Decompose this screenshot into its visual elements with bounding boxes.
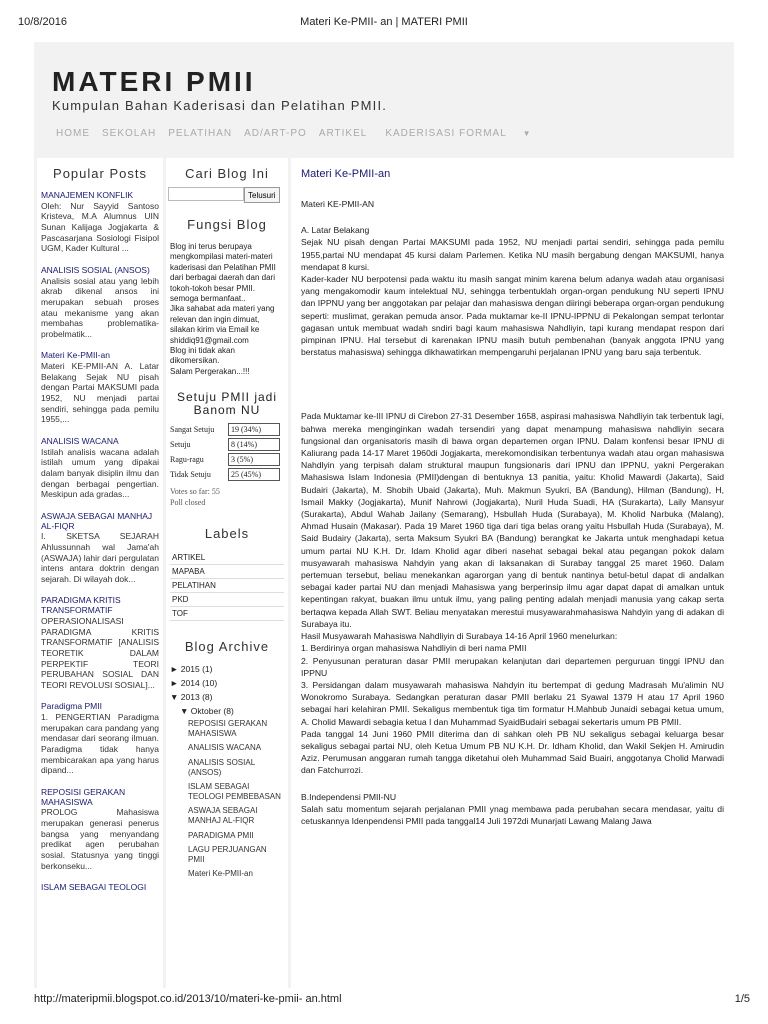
popular-post bbox=[37, 191, 163, 254]
post-body bbox=[301, 198, 724, 827]
labels-title: Labels bbox=[204, 526, 250, 542]
print-page-title: Materi Ke-PMII- an | MATERI PMII bbox=[300, 16, 468, 28]
fungsi-blog-body: Blog ini terus berupaya mengkompilasi materi-materi kaderisasi dan Pelatihan PMII dari berbagai daerah dan dari tokoh-tokoh besar PMII. semoga bermanfaat.. Jika sahabat ada materi yang relevan dan ingin dimuat, silakan kirim via Email ke shiddiq91@gmail.com Blog ini tidak akan dikomersikan. Salam Pergerakan...!!! bbox=[170, 242, 276, 376]
label-link[interactable]: PELATIHAN bbox=[170, 579, 284, 593]
post-paragraph: Pada Muktamar ke-III IPNU di Cirebon 27-31 Desember 1658, aspirasi mahasiswa Nahdliyin tak terbentuk lagi, bahwa mereka menginginkan wadah tersendiri yang dapat menampung mahasiswa nahdliyin secara fungsional dan organisatoris masih di bawa organ departemen organ IPNU. Dalam konfensi besar IPNU di Kaliurang pada 14-17 Maret 1960di Jogjakarta, merekomondisikan terbentunya wadah atau organ mahasiswa Nahdlyin yang terpisah dalam struktural maupun fungsionaris dari IPNU dan IPPNU, yakni Pergerakan Mahasiswa Islam Indonesia (PMII)dengan di bentuknya 13 panitia, yaitu: Kholid Mawardi (Jakarta), Said Budairi (Jakarta), M. Shobih Ubaid (Jakarta), Muh. Makmun Syukri, BA (Bandung), Hilman (Bandung), H, Ismail Makky (Jogjakarta), Munif Nahrowi (Jogjakarta), Nuril Huda Suadi, HA (Surakarta), Laily Mansyur (Surakarta), Abdul Wahab Jailany (Semarang), Hsbullah Huda (Surabaya), M. Kholid Narbuka (Malang), Ahmad Husain (Makasar). Pada 19 Maret 1960 tiga dari tiga belas orang yaitu Hsbullah Huda (Surabaya), M. Said Budairy (Jakarta), serta Maksum Syukri BA (Bandung) berangkat ke Jakarta untuk menghadapi ketua umum partai NU K.H. Dr. Idam Kholid agar diberi nasehat sebagai bekal atau pegangan pokok dalam musyawarah mahasiswa Nahdyin yang akan di laksanakan di Surabay tanggal 25 maret 1960. Dalam pertemuan tersebut, beliau menekankan agarorgan yang di bentuk nantinya betul-betul dapat di andalkan sebagai kader partai NU dan menjadi Mahasiswa yang berperinsip ilmu agar dapat dapat di amalkan untuk kepentingan rakyat, buakan ilmu untuk ilmu, yang paling penting adalah menjadi manusia yang cakap serta bertaqwa kepada Allah SWT. Beliau menyatakan merestui musyawarahmahasiswa Nahdyin yang di adakan di Surabaya itu. bbox=[301, 411, 724, 629]
archive-month-label: Oktober bbox=[190, 706, 222, 717]
popular-post-link[interactable]: REPOSISI GERAKAN MAHASISWA bbox=[41, 786, 126, 807]
post-heading: B.Independensi PMII-NU bbox=[301, 791, 397, 802]
archive-post-link[interactable]: ANALISIS WACANA bbox=[188, 743, 262, 753]
nav-artikel[interactable]: ARTIKEL bbox=[318, 128, 368, 139]
poll-title: Setuju PMII jadi Banom NU bbox=[176, 390, 278, 418]
post-paragraph: Sejak NU pisah dengan Partai MAKSUMI pada 1952, NU menjadi partai sendiri, sehingga pada pemilu 1955,partai NU mendapat 45 kursi dalam Parlemen. Ketika NU masih bergabung dengan MAKSUMI, hanya mendapat 8 kursi. bbox=[301, 237, 724, 272]
popular-post-link[interactable]: MANAJEMEN KONFLIK bbox=[41, 190, 134, 200]
poll-option bbox=[166, 453, 288, 466]
post-list-item: 2. Penyusunan peraturan dasar PMII merupakan kelanjutan dari departemen perguruan tinggi IPNU dan IPPNU bbox=[301, 655, 724, 678]
popular-post bbox=[37, 788, 163, 871]
print-page-number: 1/5 bbox=[734, 993, 750, 1005]
archive-post-link[interactable]: ANALISIS SOSIAL (ANSOS) bbox=[188, 758, 255, 777]
top-nav bbox=[50, 128, 543, 139]
blog-description: Kumpulan Bahan Kaderisasi dan Pelatihan PMII. bbox=[52, 98, 388, 113]
post-list-item: 3. Persidangan dalam musyawarah mahasiswa Nahdyin itu bertempat di gedung Madrasah Mu'alimin NU Wonokromo Surabaya. Sedangkan peraturan dasar PMII berlaku 21 Syawal 1379 H atau 17 April 1960 sebagai hari kelahiran PMII. Sekaligus membentuk tiga tim formatur H.Mahbub Junaidi sebagai ketua umum, A. Cholid Mawardi sebagia ketua I dan Muhammad SyaidBudairi sebagai sekertaris umum PB PMII. bbox=[301, 679, 724, 727]
popular-post bbox=[37, 437, 163, 500]
poll-option-label: Setuju bbox=[170, 440, 191, 450]
popular-post-link[interactable]: ANALISIS SOSIAL (ANSOS) bbox=[41, 264, 150, 275]
chevron-down-icon: ▼ bbox=[522, 129, 532, 138]
search-widget-title: Cari Blog Ini bbox=[185, 166, 269, 181]
popular-post-snippet: Analisis sosial atau yang lebih akrab dikenal ansos ini merupakan sebuah proses atau mekanisme yang akan membahas problematika-probelmatik... bbox=[41, 275, 159, 339]
archive-post-link[interactable]: PARADIGMA PMII bbox=[188, 830, 254, 840]
archive-count: (1) bbox=[202, 664, 213, 675]
popular-post-snippet: PROLOG Mahasiswa merupakan generasi penerus bangsa yang menyandang predikat agen perubahan sosial. Statusnya yang tinggi berkonseku... bbox=[41, 807, 159, 871]
poll-option-label: Sangat Setuju bbox=[170, 425, 215, 435]
popular-post bbox=[37, 351, 163, 425]
post-paragraph: Salah satu momentum sejarah perjalanan PMII ynag membawa pada perubahan secara mendasar, yaitu di cetuskannya Idenpendensi PMII pada tanggal14 Juli 1972di Munarjati Lawang Malang Jawa bbox=[301, 803, 724, 826]
popular-post-snippet: OPERASIONALISASI PARADIGMA KRITIS TRANSFORMATIF [ANALISIS TEORETIK DALAM PERPEKTIF TEORI PERUBAHAN SOSIAL DAN TEORI REVOLUSI SOSIAL]... bbox=[41, 616, 159, 690]
popular-post-link[interactable]: ANALISIS WACANA bbox=[41, 435, 119, 446]
post-column bbox=[291, 158, 734, 988]
popular-post bbox=[37, 266, 163, 340]
poll-option bbox=[166, 468, 288, 481]
archive-month-oktober[interactable] bbox=[180, 706, 284, 716]
post-heading: A. Latar Belakang bbox=[301, 225, 370, 236]
nav-adart-po[interactable]: AD/ART-PO bbox=[244, 128, 307, 139]
poll-option bbox=[166, 423, 288, 436]
popular-post bbox=[37, 512, 163, 585]
search-input[interactable] bbox=[168, 187, 244, 201]
poll-option-result: 25 (45%) bbox=[228, 468, 280, 481]
post-list-item: 1. Berdirinya organ mahasiswa Nahdliyin di beri nama PMII bbox=[301, 643, 527, 654]
archive-post-link[interactable]: Materi Ke-PMII-an bbox=[188, 869, 253, 879]
label-link[interactable]: ARTIKEL bbox=[170, 551, 284, 565]
popular-post-snippet: 1. PENGERTIAN Paradigma merupakan cara pandang yang mendasar dari seorang ilmuan. Paradigma tidak hanya membicarakan apa yang harus dipand... bbox=[41, 712, 159, 776]
archive-year-label: 2014 bbox=[180, 678, 200, 689]
print-url: http://materipmii.blogspot.co.id/2013/10/materi-ke-pmii- an.html bbox=[34, 993, 342, 1005]
popular-post-link[interactable]: ISLAM SEBAGAI TEOLOGI bbox=[41, 882, 147, 893]
middle-sidebar bbox=[166, 158, 288, 988]
popular-post bbox=[37, 702, 163, 776]
poll-option-result: 19 (34%) bbox=[228, 423, 280, 436]
popular-post-snippet: Materi KE-PMII-AN A. Latar Belakang Sejak NU pisah dengan Partai MAKSUMI pada 1952, NU menjadi partai sendiri, sehingga pada pemilu 1955,... bbox=[41, 361, 159, 425]
labels-list bbox=[170, 551, 284, 621]
archive-posts bbox=[188, 719, 284, 879]
search-form bbox=[168, 187, 286, 203]
label-link[interactable]: MAPABA bbox=[170, 565, 284, 579]
fungsi-blog-text bbox=[166, 242, 288, 377]
poll-option-label: Tidak Setuju bbox=[170, 470, 211, 480]
popular-post-link[interactable]: PARADIGMA KRITIS TRANSFORMATIF bbox=[41, 595, 121, 616]
popular-post-snippet: Oleh: Nur Sayyid Santoso Kristeva, M.A Alumnus UIN Sunan Kalijaga Jogjakarta & Pascasarjana Sosiologi Fisipol UGM, Kader Kultural ... bbox=[41, 200, 159, 254]
poll-meta bbox=[166, 487, 288, 508]
nav-sekolah[interactable]: SEKOLAH bbox=[102, 128, 157, 139]
poll-option-label: Ragu-ragu bbox=[170, 455, 204, 465]
popular-post-link[interactable]: ASWAJA SEBAGAI MANHAJ AL-FIQR bbox=[41, 510, 153, 531]
archive-title: Blog Archive bbox=[184, 639, 270, 655]
post-paragraph: Kader-kader NU berpotensi pada waktu itu masih sangat minim karena belum adanya wadah atau organisasi yang mengakomodir kaum intelektual NU, sehingga terbentuklah organ-organ pendukung NU seperti IPNU dan IPPNU yang ber anggotakan par pelajar dan mahasiswa dengan diiringi beberapa organ-organ pendukung seperti: muslimat, gerakan pemuda ansor. Pada muktamar ke-II IPNU-IPPNU di Pekalongan sempat terlontar gagasan untuk membuat wadah sndiri bagi kaum mahasiswa Nahdliyin, tapi kurang mendapat respon dari pimpinan IPNU. Hal tersebut di karenakan IPNU masih butuh pembenahan (banyak anggota IPNU yang berstatus mahasiswa) sehingga dikhawatirkan mempengaruhi perjalanan IPNU yang baru saja terbentuk. bbox=[301, 274, 724, 358]
label-link[interactable]: PKD bbox=[170, 593, 284, 607]
fungsi-blog-title: Fungsi Blog bbox=[187, 217, 267, 232]
blog-title[interactable]: MATERI PMII bbox=[52, 66, 256, 97]
archive-count: (10) bbox=[202, 678, 218, 689]
post-title[interactable]: Materi Ke-PMII-an bbox=[301, 168, 391, 180]
popular-post-snippet: I. SKETSA SEJARAH Ahlussunnah wal Jama'ah (ASWAJA) lahir dari pergulatan intens antara doktrin dengan sejarah. Di wilayah dok... bbox=[41, 531, 159, 584]
archive-post-link[interactable]: ISLAM SEBAGAI TEOLOGI PEMBEBASAN bbox=[188, 782, 281, 801]
popular-posts-title: Popular Posts bbox=[53, 166, 147, 181]
archive-count: (8) bbox=[202, 692, 213, 703]
nav-home[interactable]: HOME bbox=[56, 128, 90, 139]
nav-pelatihan[interactable]: PELATIHAN bbox=[168, 128, 233, 139]
nav-kaderisasi-formal-label: KADERISASI FORMAL bbox=[385, 128, 507, 139]
poll-votes: Votes so far: 55 bbox=[170, 487, 220, 497]
archive-year-2014[interactable] bbox=[170, 678, 284, 688]
nav-kaderisasi-formal[interactable] bbox=[373, 128, 543, 139]
triangle-down-icon: ▼ bbox=[180, 706, 189, 717]
poll-option-result: 3 (5%) bbox=[228, 453, 280, 466]
popular-post bbox=[37, 883, 163, 893]
archive-year-2015[interactable] bbox=[170, 664, 284, 674]
label-link[interactable]: TOF bbox=[170, 607, 284, 621]
blog-archive bbox=[166, 664, 288, 879]
archive-year-label: 2013 bbox=[180, 692, 200, 703]
poll-option-result: 8 (14%) bbox=[228, 438, 280, 451]
post-paragraph: Hasil Musyawarah Mahasiswa Nahdliyin di Surabaya 14-16 April 1960 menelurkan: bbox=[301, 631, 618, 642]
poll-option bbox=[166, 438, 288, 451]
search-button[interactable]: Telusuri bbox=[244, 187, 280, 203]
triangle-down-icon: ▼ bbox=[170, 692, 179, 703]
archive-post-link[interactable]: ASWAJA SEBAGAI MANHAJ AL-FIQR bbox=[188, 806, 258, 825]
popular-post bbox=[37, 596, 163, 690]
print-date: 10/8/2016 bbox=[18, 16, 67, 28]
popular-post-snippet: Istilah analisis wacana adalah istilah umum yang dipakai dalam banyak disiplin ilmu dan dengan berbagai pengertian. Meskipun ada gradas... bbox=[41, 446, 159, 500]
post-paragraph: Materi KE-PMII-AN bbox=[301, 199, 375, 209]
archive-count: (8) bbox=[223, 706, 234, 717]
archive-post-link[interactable]: LAGU PERJUANGAN PMII bbox=[188, 845, 267, 864]
poll-status: Poll closed bbox=[170, 497, 206, 507]
archive-year-label: 2015 bbox=[180, 664, 200, 675]
popular-posts-widget bbox=[37, 158, 163, 988]
archive-year-2013[interactable] bbox=[170, 692, 284, 702]
post-paragraph: Pada tanggal 14 Juni 1960 PMII diterima dan di sahkan oleh PB NU sekaligus sebagai keluarga besar sekaligus sebagai partai NU, oleh Ketua Umum PB NU K.H. Dr. Idham Kholid, dan Wakil Sekjen H. Amirudin Aziz. Perumusan anggaran rumah tangga diketahui oleh Muhammad Said Buairi, anggotanya Cholid Marwadi dan Fatchurrozi. bbox=[301, 728, 724, 776]
triangle-right-icon: ► bbox=[170, 678, 179, 689]
popular-post-link[interactable]: Materi Ke-PMII-an bbox=[41, 350, 110, 361]
popular-post-link[interactable]: Paradigma PMII bbox=[41, 701, 102, 712]
blog-page bbox=[34, 42, 734, 988]
triangle-right-icon: ► bbox=[170, 664, 179, 675]
archive-post-link[interactable]: REPOSISI GERAKAN MAHASISWA bbox=[188, 719, 268, 738]
